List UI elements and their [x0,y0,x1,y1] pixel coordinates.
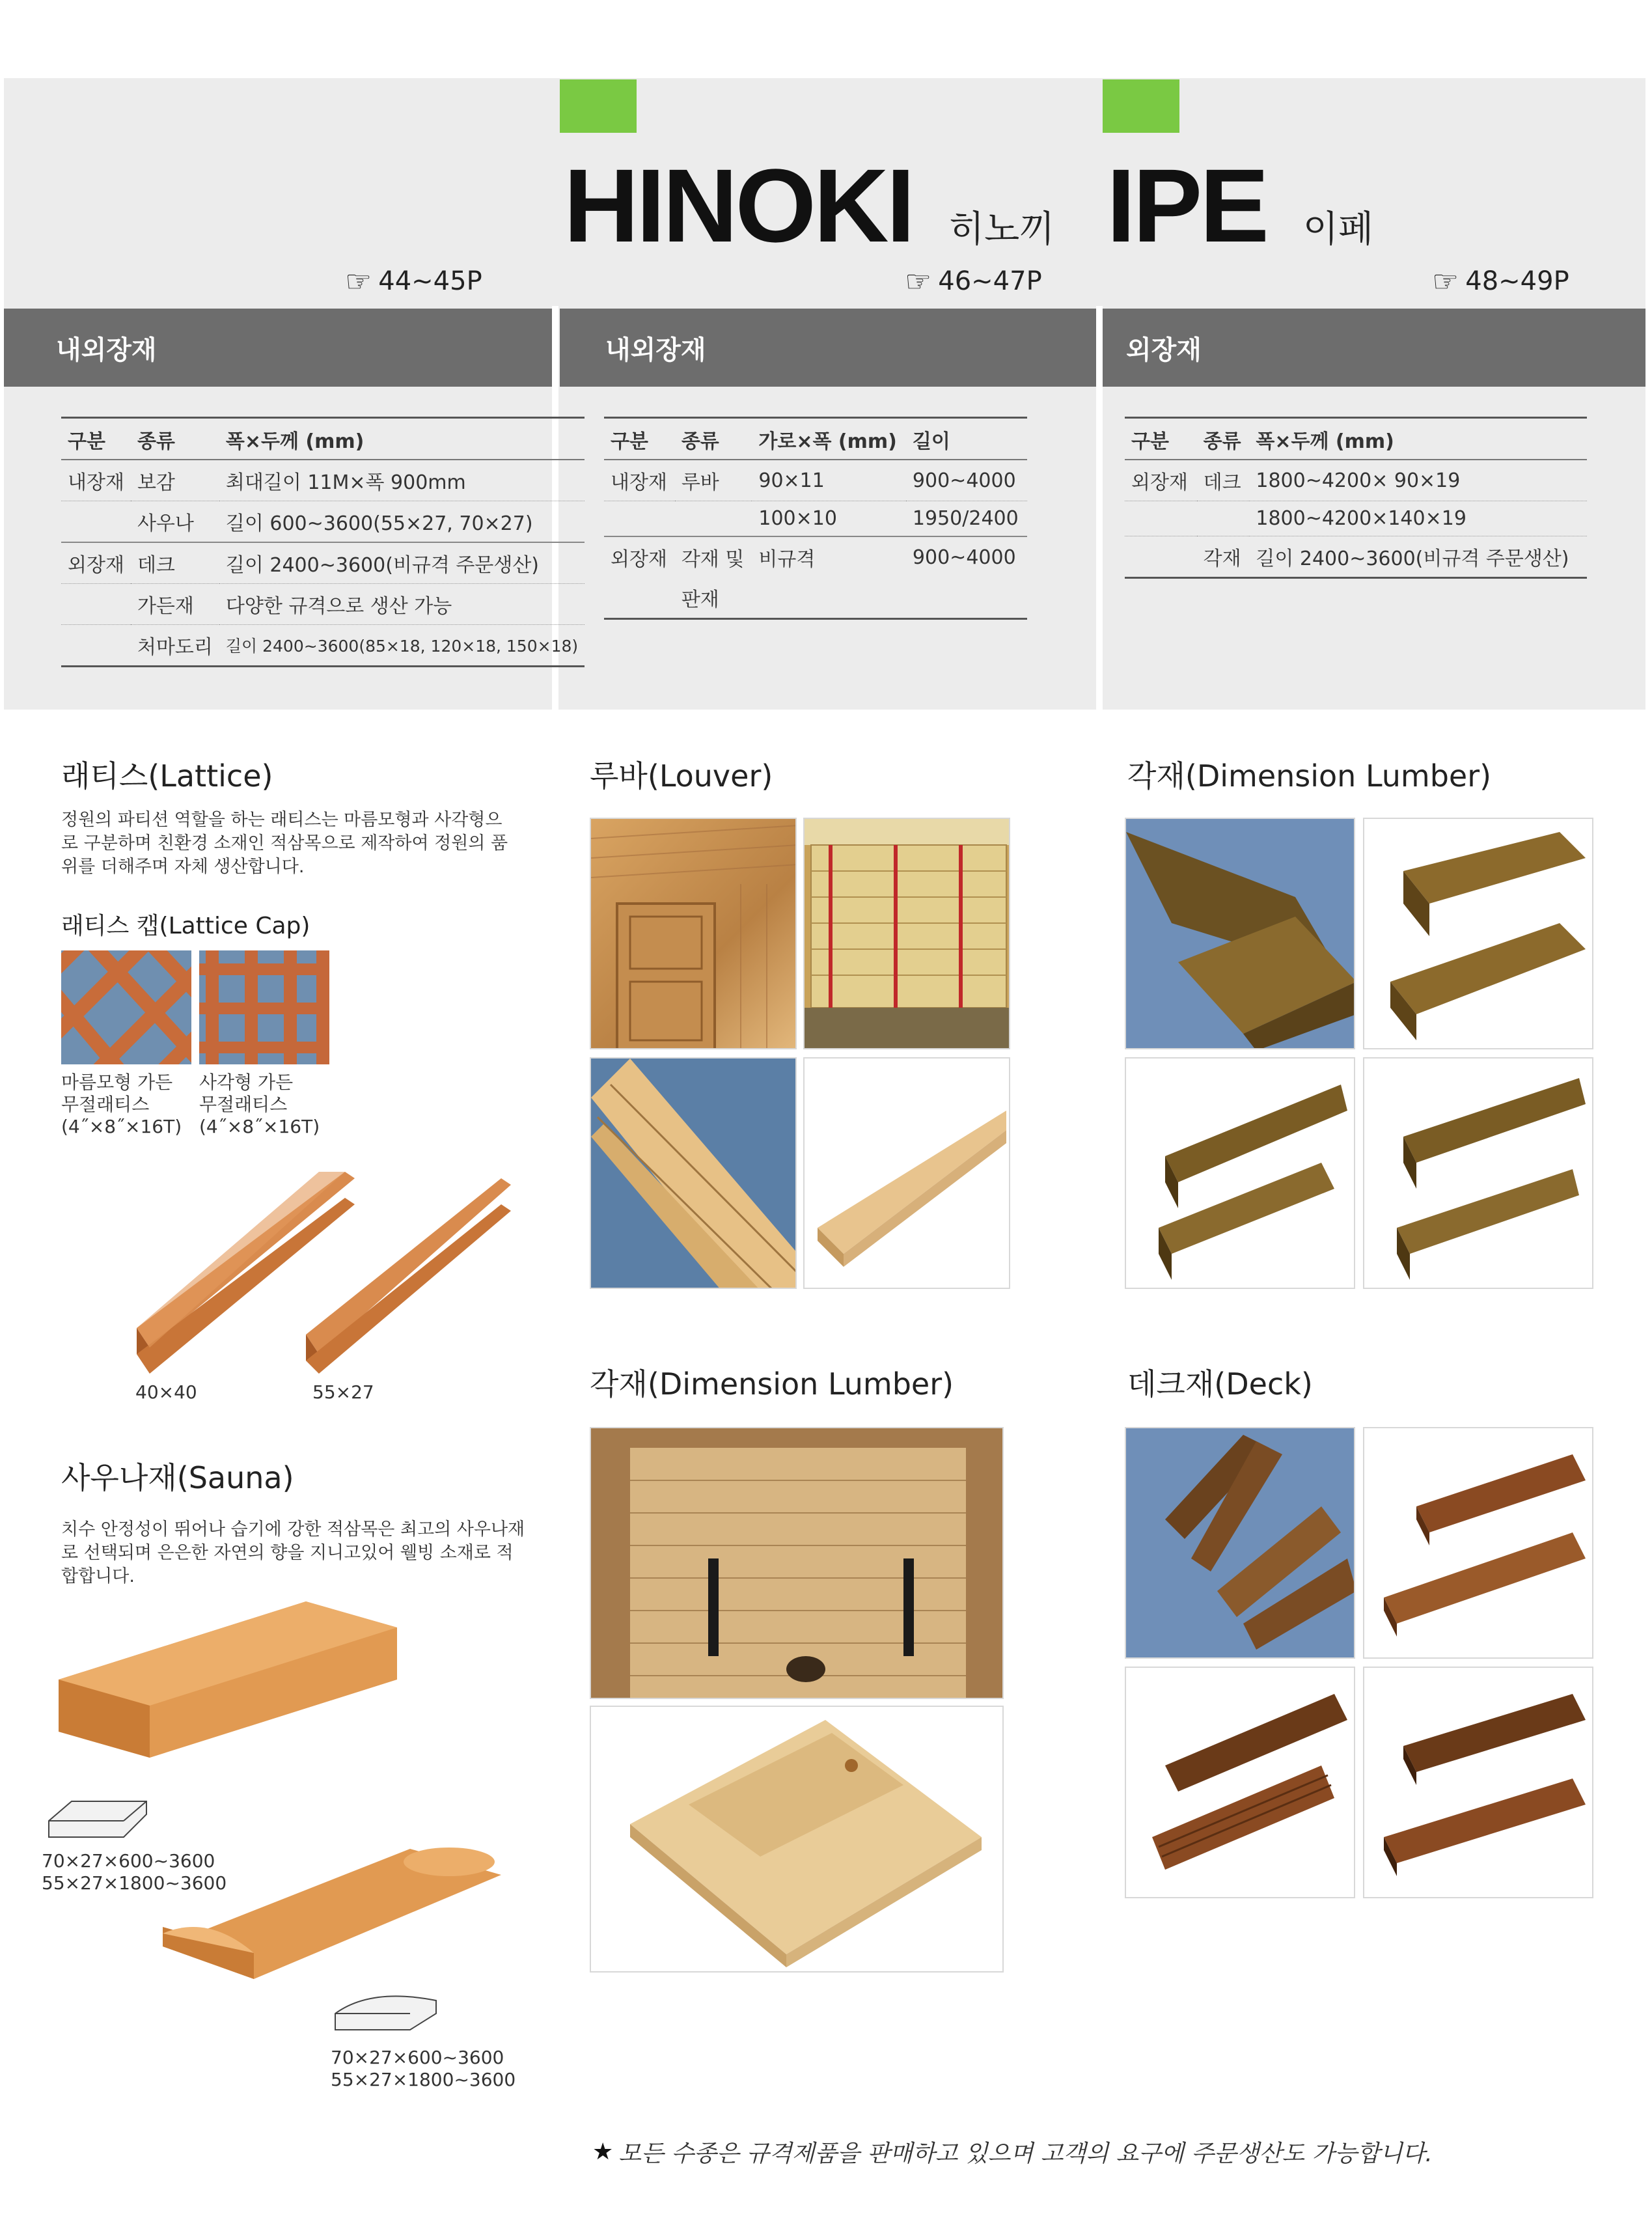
table-row: 100×10 1950/2400 [604,501,1027,537]
ipe-title: IPE [1107,147,1267,264]
table-row: 판재 [604,577,1027,619]
ipe-lumber-photo-4 [1363,1057,1593,1289]
ipe-lumber-photo-1 [1125,818,1355,1049]
lattice-title: 래티스(Lattice) [61,758,273,794]
category-bar-3: 외장재 [1103,309,1645,387]
ipe-heading [1107,147,1374,264]
pointing-hand-icon: ☞ [905,264,932,299]
ipe-lumber-photo-3 [1125,1057,1355,1289]
dimension-lumber-mid-title: 각재(Dimension Lumber) [590,1366,954,1402]
table-row: 가든재 다양한 규격으로 생산 가능 [61,584,585,625]
deck-photo-2 [1363,1427,1593,1659]
spec-table-hinoki-1: 구분 종류 폭×두께 (mm) 내장재 보감 최대길이 11M×폭 900mm 사우나 길이 600~3600(55×27, 70×27) 외장재 데크 길이 2400~3600(비규격 주문생산) 가든재 다양한 규격으로 생산 가능 처마도리 길이 2400~3600(85×18, 120×18, 150×18) [61,417,585,667]
square-lattice-image [199,950,329,1064]
hinoki-heading [564,147,1055,264]
deck-photo-3 [1125,1667,1355,1898]
spec-table-ipe: 구분 종류 폭×두께 (mm) 외장재 데크 1800~4200× 90×19 1800~4200×140×19 각재 길이 2400~3600(비규격 주문생산) [1125,417,1587,579]
hinoki-title: HINOKI [564,147,913,264]
deck-title: 데크재(Deck) [1127,1366,1313,1402]
ipe-lumber-photo-2 [1363,818,1593,1049]
dimension-lumber-board-photo [590,1706,1004,1973]
sauna-spec-2: 70×27×600~3600 55×27×1800~3600 [331,2047,516,2090]
table-row: 1800~4200×140×19 [1125,501,1587,536]
diamond-lattice-image [61,950,191,1064]
louver-photo-room [590,818,797,1049]
category-bar-2: 내외장재 [560,309,1096,387]
sauna-title: 사우나재(Sauna) [61,1460,294,1495]
louver-photo-board [803,1057,1010,1289]
table-row: 처마도리 길이 2400~3600(85×18, 120×18, 150×18) [61,625,585,667]
table-row: 각재 길이 2400~3600(비규격 주문생산) [1125,536,1587,578]
page-ref-2: ☞ 46~47P [905,264,1042,299]
hinoki-title-ko: 히노끼 [949,208,1055,251]
deck-photo-4 [1363,1667,1593,1898]
ipe-marker [1103,79,1179,133]
louver-title: 루바(Louver) [590,758,773,794]
sauna-description: 치수 안정성이 뛰어나 습기에 강한 적삼목은 최고의 사우나재로 선택되며 은은한 자연의 향을 지니고있어 웰빙 소재로 적합합니다. [61,1519,525,1586]
column-divider [1096,306,1103,2096]
lattice-cap-image [130,1159,521,1380]
sauna-profile-flat-icon [46,1792,150,1844]
cap-size-1: 40×40 [135,1381,197,1403]
category-bar-1: 내외장재 [4,309,552,387]
table-row: 내장재 루바 90×11 900~4000 [611,469,1016,494]
pointing-hand-icon: ☞ [1432,264,1459,299]
table-row: 사우나 길이 600~3600(55×27, 70×27) [61,501,585,543]
page-ref-3: ☞ 48~49P [1432,264,1569,299]
pointing-hand-icon: ☞ [345,264,372,299]
sauna-spec-1: 70×27×600~3600 55×27×1800~3600 [42,1850,227,1894]
page-ref-1: ☞ 44~45P [345,264,482,299]
dimension-lumber-wall-photo [590,1427,1004,1699]
spec-table-hinoki-2: 구분 종류 가로×폭 (mm) 길이 내장재 루바 90×11 900~4000 100×10 1950/2400 외장재 각재 및 비규격 900~4000 판재 [604,417,1027,620]
louver-photo-profile [590,1057,797,1289]
star-icon: ★ [592,2139,614,2165]
footer-note: ★ 모든 수종은 규격제품을 판매하고 있으며 고객의 요구에 주문생산도 가능합니다. [592,2139,1433,2167]
deck-photo-1 [1125,1427,1355,1659]
table-row: 외장재 데크 길이 2400~3600(비규격 주문생산) [61,542,585,584]
sauna-profile-round-icon [332,1984,443,2036]
lattice-description: 정원의 파티션 역할을 하는 래티스는 마름모형과 사각형으로 구분하며 친환경 소재인 적삼목으로 제작하여 정원의 품위를 더해주며 자체 생산합니다. [61,810,508,877]
table-row: 외장재 데크 1800~4200× 90×19 [1131,469,1461,494]
table-row: 내장재 보감 최대길이 11M×폭 900mm [68,471,466,494]
louver-photo-stack [803,818,1010,1049]
cap-size-2: 55×27 [312,1381,374,1403]
hinoki-marker [560,79,637,133]
square-lattice-caption: 사각형 가든 무절래티스 (4˝×8˝×16T) [199,1072,320,1137]
sauna-board-image [59,1588,410,1771]
ipe-title-ko: 이페 [1302,208,1374,251]
table-row: 외장재 각재 및 비규격 900~4000 [604,536,1027,577]
dimension-lumber-right-title: 각재(Dimension Lumber) [1127,758,1492,794]
diamond-lattice-caption: 마름모형 가든 무절래티스 (4˝×8˝×16T) [61,1072,182,1137]
lattice-cap-title: 래티스 캡(Lattice Cap) [61,913,310,939]
sauna-round-board-image [163,1836,514,1992]
